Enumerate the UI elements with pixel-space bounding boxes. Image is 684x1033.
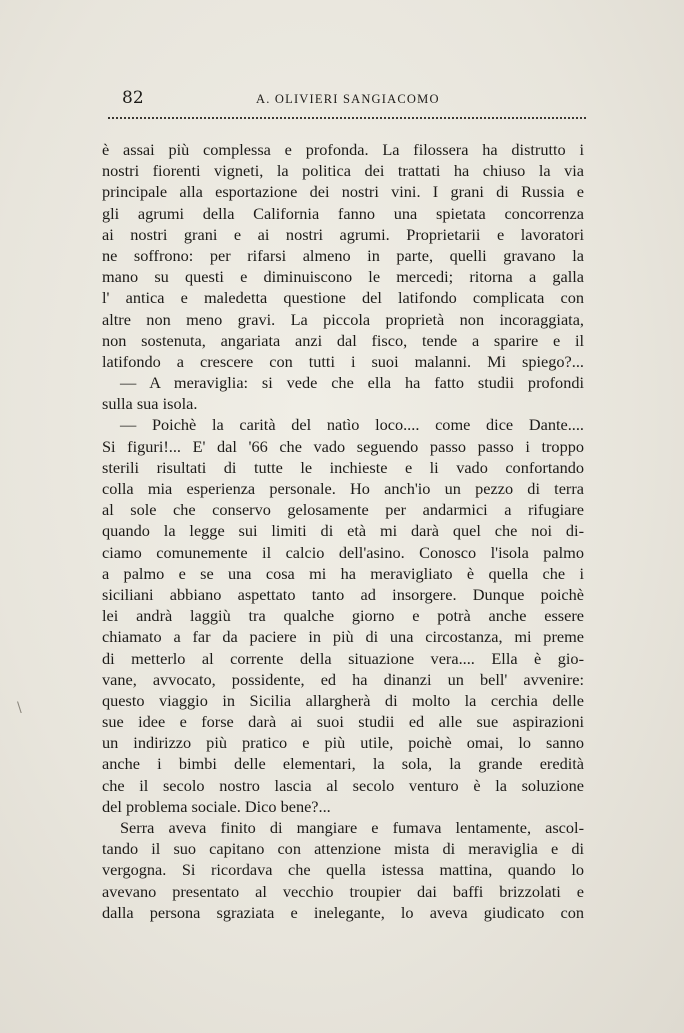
text-line: vane, avvocato, possidente, ed ha dinanzi un bell' avvenire: (102, 669, 584, 689)
text-line: sulla sua isola. (102, 394, 198, 414)
text-line: al sole che conservo gelosamente per andarmici a rifugiare (102, 500, 584, 520)
text-line: chiamato a far da paciere in più di una circostanza, mi preme (102, 627, 584, 647)
text-line: non sostenuta, angariata anzi dal fisco, tende a sparire e il (102, 330, 584, 350)
text-line: principale alla esportazione dei nostri vini. I grani di Russia e (102, 182, 584, 202)
text-line: ne soffrono: per rifarsi almeno in parte, quelli gravano la (102, 245, 584, 265)
page-number: 82 (122, 88, 144, 108)
text-line: — Poichè la carità del natìo loco.... come dice Dante.... (120, 415, 584, 435)
margin-mark: \ (17, 700, 22, 716)
text-line: sterili risultati di tutte le inchieste e li vado confortando (102, 457, 584, 477)
text-line: del problema sociale. Dico bene?... (102, 796, 331, 816)
page-header (108, 88, 586, 110)
text-line: a palmo e se una cosa mi ha meravigliato è quella che i (102, 563, 584, 583)
text-line: nostri fiorenti vigneti, la politica dei trattati ha chiuso la via (102, 161, 584, 181)
text-line: mano su questi e diminuiscono le mercedi; ritorna a galla (102, 267, 584, 287)
text-line: siciliani abbiano aspettato tanto ad insorgere. Dunque poichè (102, 584, 584, 604)
text-line: tando il suo capitano con attenzione mista di meraviglia e di (102, 839, 584, 859)
text-line: sue idee e forse darà ai suoi studii ed alle sue aspirazioni (102, 712, 584, 732)
body-text (102, 139, 584, 923)
text-line: è assai più complessa e profonda. La filossera ha distrutto i (102, 140, 584, 159)
text-line: quando la legge sui limiti di età mi darà quel che noi di- (102, 521, 584, 541)
text-line: anche i bimbi delle elementari, la sola, la grande eredità (102, 754, 584, 774)
text-line: Si figuri!... E' dal '66 che vado seguendo passo passo i troppo (102, 436, 584, 456)
text-line: ciamo comunemente il calcio dell'asino. Conosco l'isola palmo (102, 542, 584, 562)
text-line: un indirizzo più pratico e più utile, poichè omai, lo sanno (102, 733, 584, 753)
text-line: Serra aveva finito di mangiare e fumava lentamente, ascol- (120, 818, 584, 837)
text-line: latifondo a crescere con tutti i suoi malanni. Mi spiego?... (102, 351, 584, 371)
text-line: avevano presentato al vecchio troupier dai baffi brizzolati e (102, 881, 584, 901)
text-line: l' antica e maledetta questione del latifondo complicata con (102, 288, 584, 308)
text-line: di metterlo al corrente della situazione vera.... Ella è gio- (102, 648, 584, 668)
text-line: altre non meno gravi. La piccola proprietà non incoraggiata, (102, 309, 584, 329)
running-head: A. OLIVIERI SANGIACOMO (256, 92, 440, 106)
text-line: che il secolo nostro lascia al secolo venturo è la soluzione (102, 775, 584, 795)
text-line: vergogna. Si ricordava che quella istessa mattina, quando lo (102, 860, 584, 880)
text-line: lei andrà laggiù tra qualche giorno e potrà anche essere (102, 606, 584, 626)
text-line: colla mia esperienza personale. Ho anch'io un pezzo di terra (102, 479, 584, 498)
header-rule (108, 117, 586, 119)
text-line: — A meraviglia: si vede che ella ha fatto studii profondi (120, 373, 584, 393)
text-line: questo viaggio in Sicilia allargherà di molto la cerchia delle (102, 690, 584, 710)
text-line: dalla persona sgraziata e inelegante, lo aveva giudicato con (102, 902, 584, 922)
text-line: gli agrumi della California fanno una spietata concorrenza (102, 203, 584, 223)
text-line: ai nostri grani e ai nostri agrumi. Proprietarii e lavoratori (102, 224, 584, 244)
